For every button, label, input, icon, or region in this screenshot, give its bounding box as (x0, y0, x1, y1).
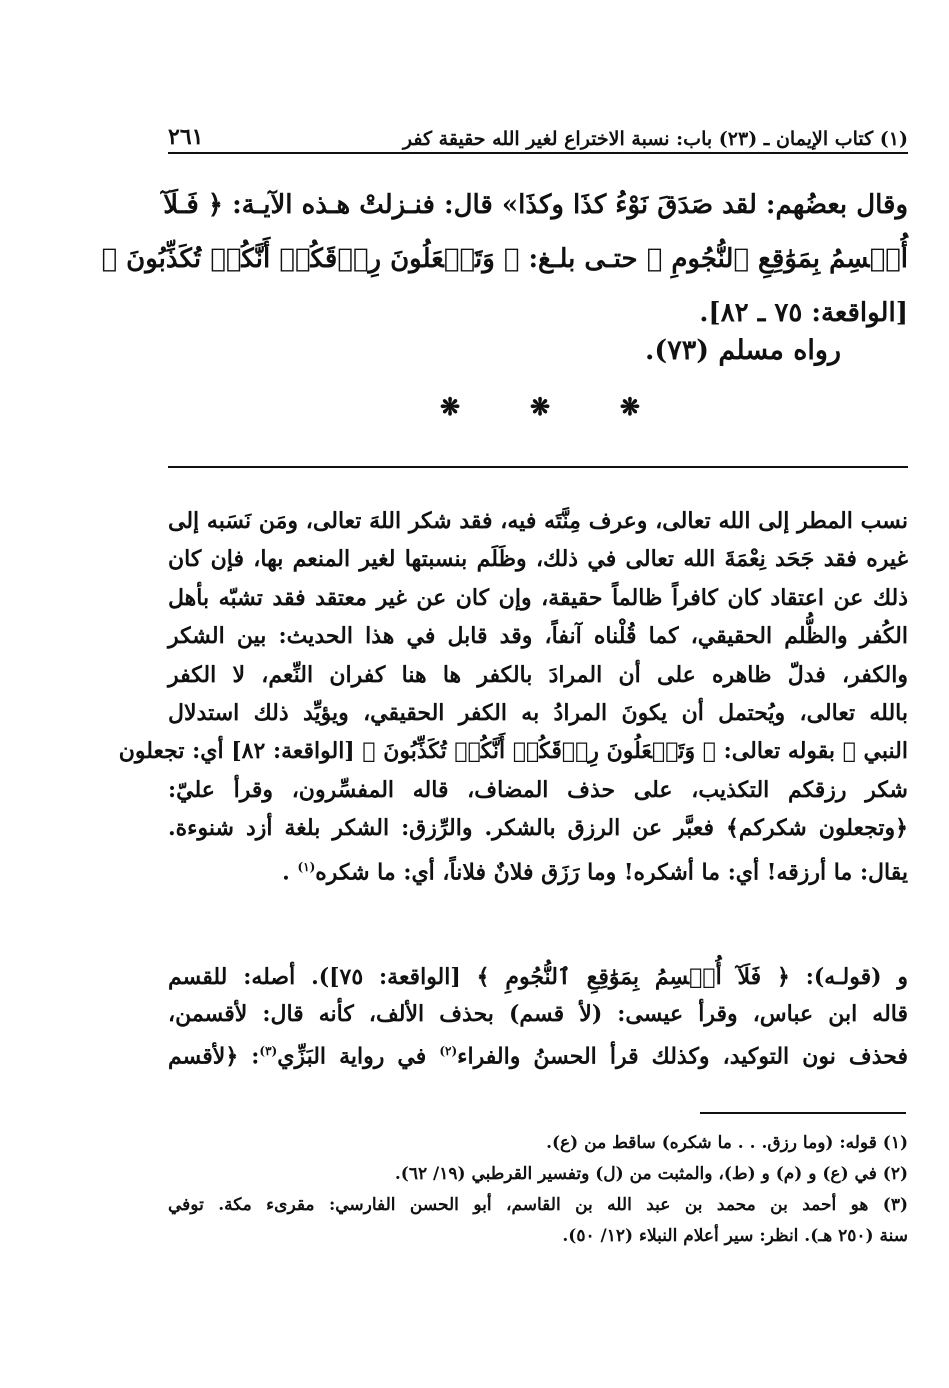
hadith-line: أُقۡسِمُ بِمَوَٰقِعِ ٱلنُّجُومِ ﴾ حتـى بلـغ: ﴿ وَتَجۡعَلُونَ رِزۡقَكُمۡ أَنَّكُمۡ تُكَذِّبُونَ ﴾ (101, 244, 908, 274)
commentary-line: الكُفر والظُّلم الحقيقي، كما قُلْناه آنفاً، وقد قابل في هذا الحديث: بين الشكر (168, 623, 908, 650)
commentary-line: ﴿وتجعلون شكركم﴾ فعبَّر عن الرزق بالشكر. والرِّزق: الشكر بلغة أزد شنوءة. (168, 815, 908, 842)
commentary-line: شكر رزقكم التكذيب، على حذف المضاف، قاله المفسِّرون، وقرأ عليّ: (168, 776, 908, 803)
commentary-line: النبي ﷺ بقوله تعالى: ﴿ وَتَجۡعَلُونَ رِزۡقَكُمۡ أَنَّكُمۡ تُكَذِّبُونَ ﴾ [الواقعة: ٨٢] أي: تجعلون (118, 738, 908, 765)
section-separator (440, 392, 640, 422)
commentary-line: يقال: ما أرزقه! أي: ما أشكره! وما رَزَق فلانٌ فلاناً، أي: ما شكره$^{(١)}$ . (282, 858, 908, 885)
commentary-text (118, 502, 908, 891)
footnotes (168, 1128, 908, 1252)
commentary-line-text: يقال: ما أرزقه! أي: ما أشكره! وما رَزَق فلانٌ فلاناً، أي: ما شكره (315, 858, 908, 885)
commentary-line: ذلك عن اعتقاد كان كافراً ظالماً حقيقة، وإن كان عن غير معتقد فقد تشبّه بأهل (168, 584, 908, 611)
footnote-continuation: سنة (٢٥٠ هـ). انظر: سير أعلام النبلاء (١٢/ ٥٠). (562, 1226, 908, 1246)
footnote-ref: (١) (297, 859, 316, 874)
page-number: ٢٦١ (168, 124, 204, 150)
footnote-ref: (٢) (439, 1044, 458, 1058)
hadith-reference: [الواقعة: ٧٥ ـ ٨٢]. (699, 298, 908, 328)
commentary-text-2 (168, 959, 908, 1075)
header-rule (168, 152, 908, 154)
footnote: (٢) في (ع) و (م) و (ط)، والمثبت من (ل) وتفسير القرطبي (١٩/ ٦٢). (394, 1164, 908, 1184)
footnote-ref: (٣) (259, 1044, 278, 1058)
star-ornament-icon: ❋ (619, 392, 640, 421)
commentary-divider (168, 466, 908, 468)
running-title: (١) كتاب الإيمان ـ (٢٣) باب: نسبة الاختراع لغير الله حقيقة كفر (402, 128, 908, 150)
star-ornament-icon: ❋ (440, 392, 461, 421)
hadith-text (101, 178, 908, 340)
commentary-line: غيره فقد جَحَد نِعْمَةَ الله تعالى في ذلك، وظَلَم بنسبتها لغير المنعم بها، فإن كان (168, 546, 908, 573)
footnote: (١) قوله: (وما رزق. . . ما شكره) ساقط من (ع). (546, 1133, 908, 1153)
footnote-rule (700, 1112, 906, 1114)
hadith-line: وقال بعضُهم: لقد صَدَقَ نَوْءُ كذَا وكذَا» قال: فنـزلتْ هـذه الآيـة: ﴿ فَـلَآ (163, 190, 908, 220)
commentary-line: بالله تعالى، ويُحتمل أن يكونَ المرادُ به الكفر الحقيقي، ويؤيِّد ذلك استدلال (168, 700, 908, 727)
commentary-line: والكفر، فدلّ ظاهره على أن المرادَ بالكفر ها هنا كفران النِّعم، لا الكفر (168, 661, 908, 688)
commentary-line: و (قولـه): ﴿ فَلَآ أُقۡسِمُ بِمَوَٰقِعِ ٱلنُّجُومِ ﴾ [الواقعة: ٧٥]). أصله: للقسم (168, 964, 908, 990)
footnote: (٣) هو أحمد بن محمد بن عبد الله بن القاسم، أبو الحسن الفارسي: مقرىء مكة. توفي (168, 1195, 908, 1215)
commentary-line (168, 1033, 908, 1075)
commentary-line-text: في رواية البَزِّي (277, 1043, 440, 1070)
commentary-line-text: : ﴿لأقسم (168, 1043, 260, 1070)
commentary-line-text: فحذف نون التوكيد، وكذلك قرأ الحسنُ والفراء (457, 1043, 908, 1070)
narration-source: رواه مسلم (٧٣). (645, 335, 841, 366)
commentary-line: نسب المطر إلى الله تعالى، وعرف مِنَّتَه فيه، فقد شكر اللهَ تعالى، ومَن نَسَبه إلى (168, 508, 908, 534)
page-header (168, 118, 908, 150)
star-ornament-icon: ❋ (529, 392, 551, 421)
commentary-line: قاله ابن عباس، وقرأ عيسى: (لأ قسم) بحذف الألف، كأنه قال: لأقسمن، (168, 1001, 908, 1027)
